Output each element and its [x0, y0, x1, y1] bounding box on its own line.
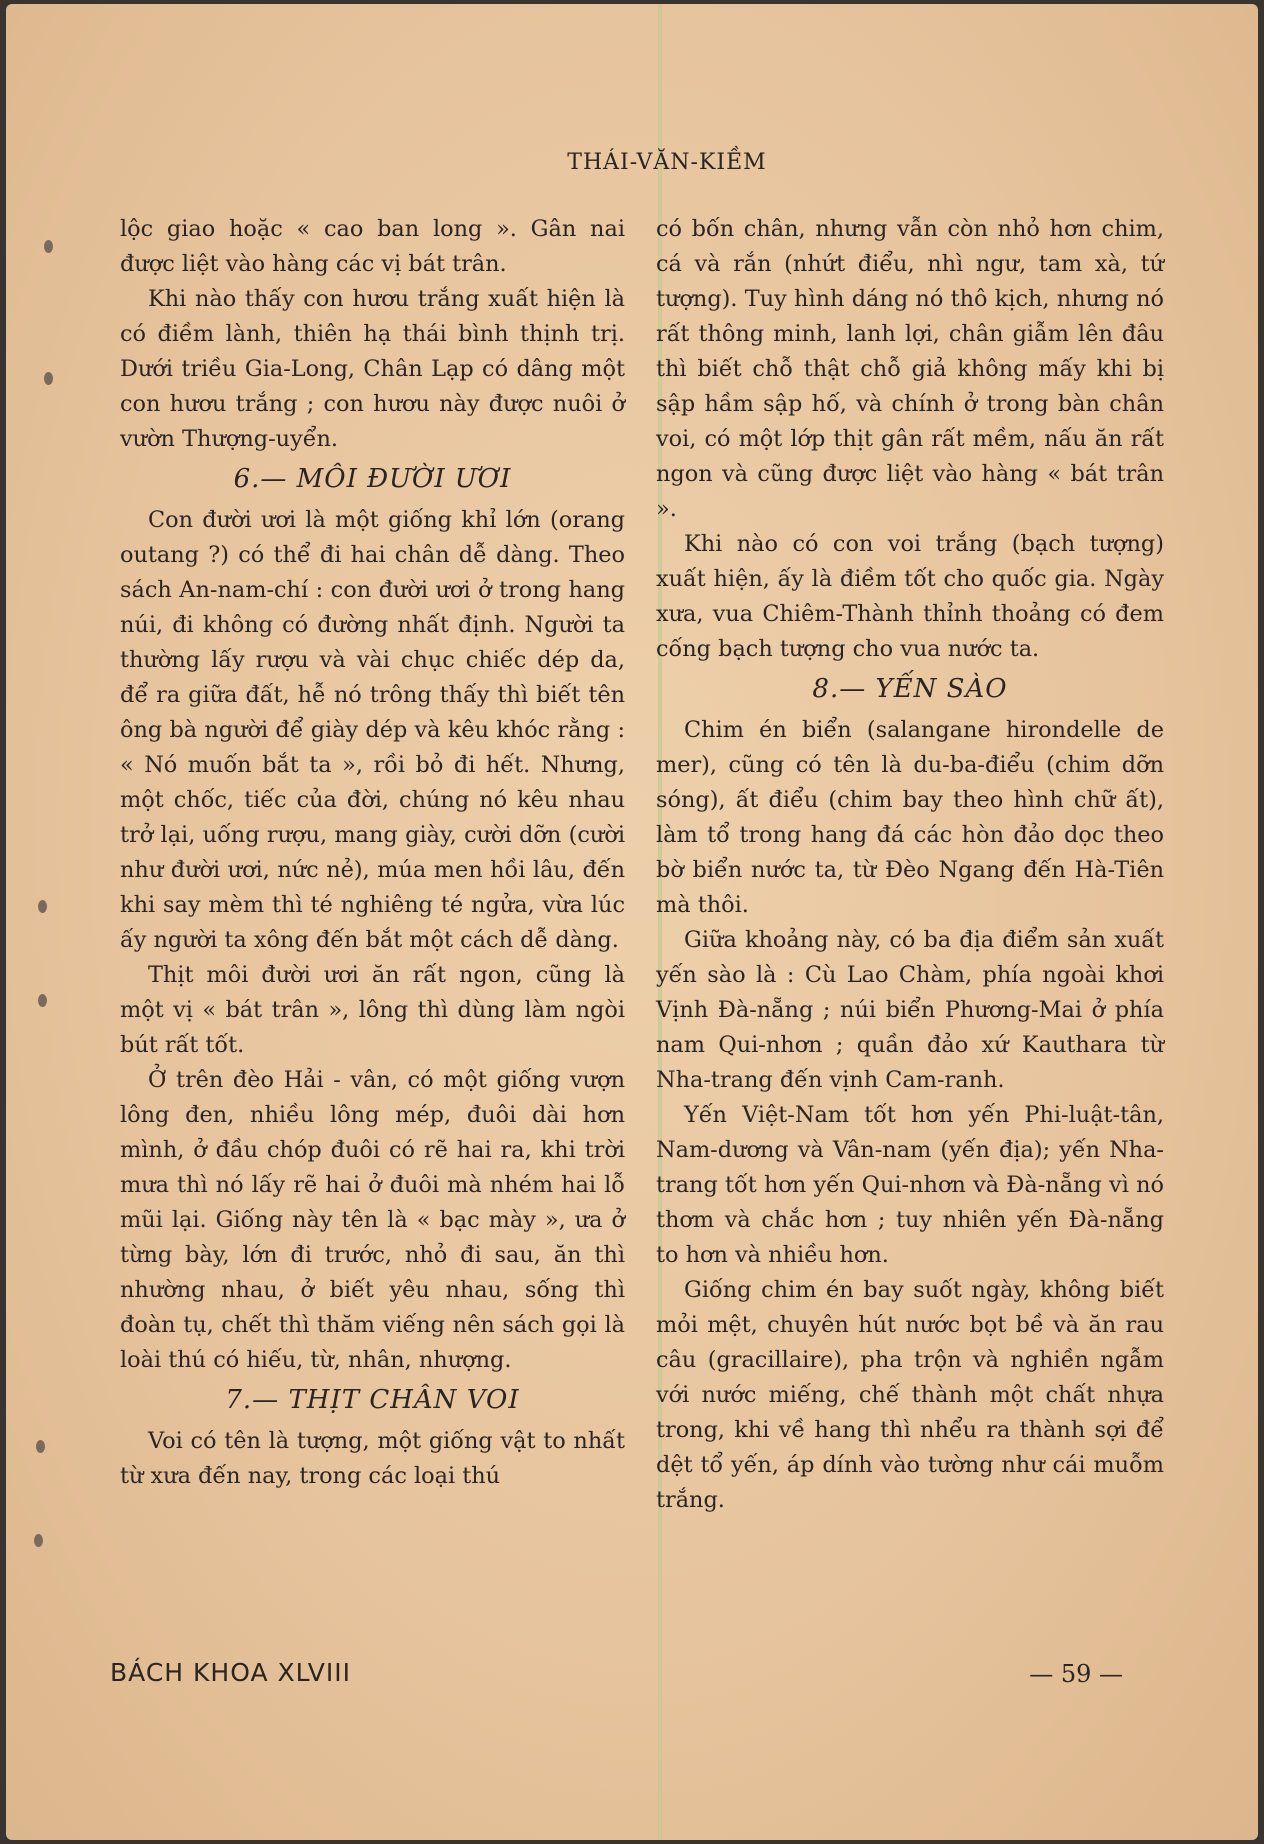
- page-number: — 59 —: [1029, 1660, 1123, 1688]
- binding-hole: [44, 372, 53, 385]
- binding-hole: [44, 240, 53, 253]
- binding-hole: [34, 1534, 43, 1547]
- paragraph: Giữa khoảng này, có ba địa điểm sản xuất yến sào là : Cù Lao Chàm, phía ngoài khơi Vịnh Đà-nẵng ; núi biển Phương-Mai ở phía nam Qui-nhơn ; quần đảo xứ Kauthara từ Nha-trang đến vịnh Cam-ranh.: [656, 927, 1164, 1093]
- paragraph: lộc giao hoặc « cao ban long ». Gân nai được liệt vào hàng các vị bát trân.: [120, 216, 625, 277]
- paragraph: Ở trên đèo Hải - vân, có một giống vượn lông đen, nhiều lông mép, đuôi dài hơn mình, ở đầu chóp đuôi có rẽ hai ra, khi trời mưa thì nó lấy rẽ hai ở đuôi mà nhém hai lỗ mũi lại. Giống này tên là « bạc mày », ưa ở từng bày, lớn đi trước, nhỏ đi sau, ăn thì nhường nhau, ở biết yêu nhau, sống thì đoàn tụ, chết thì thăm viếng nên sách gọi là loài thú có hiếu, từ, nhân, nhượng.: [120, 1067, 625, 1373]
- section-heading-6: 6.— MÔI ĐƯỜI ƯƠI: [233, 464, 512, 494]
- paragraph: Voi có tên là tượng, một giống vật to nhất từ xưa đến nay, trong các loại thú: [120, 1428, 625, 1489]
- paragraph: Con đười ươi là một giống khỉ lớn (orang outang ?) có thể đi hai chân dễ dàng. Theo sách An-nam-chí : con đười ươi ở trong hang núi, đi không có đường nhất định. Người ta thường lấy rượu và vài chục chiếc dép da, để ra giữa đất, hễ nó trông thấy thì biết tên ông bà người để giày dép và kêu khóc rằng : « Nó muốn bắt ta », rồi bỏ đi hết. Nhưng, một chốc, tiếc của đời, chúng nó kêu nhau trở lại, uống rượu, mang giày, cười dỡn (cười như đười ươi, nức nẻ), múa men hồi lâu, đến khi say mèm thì té nghiêng té ngửa, vừa lúc ấy người ta xông đến bắt một cách dễ dàng.: [120, 507, 625, 953]
- paragraph: Khi nào có con voi trắng (bạch tượng) xuất hiện, ấy là điềm tốt cho quốc gia. Ngày xưa, vua Chiêm-Thành thỉnh thoảng có đem cống bạch tượng cho vua nước ta.: [656, 531, 1164, 662]
- paragraph: Yến Việt-Nam tốt hơn yến Phi-luật-tân, Nam-dương và Vân-nam (yến địa); yến Nha-trang tốt hơn yến Qui-nhơn và Đà-nẵng vì nó thơm và chắc hơn ; tuy nhiên yến Đà-nẵng to hơn và nhiều hơn.: [656, 1102, 1164, 1268]
- paragraph: Thịt môi đười ươi ăn rất ngon, cũng là một vị « bát trân », lông thì dùng làm ngòi bút rất tốt.: [120, 962, 625, 1058]
- binding-hole: [36, 1440, 45, 1453]
- binding-hole: [38, 994, 47, 1007]
- section-heading-7: 7.— THỊT CHÂN VOI: [225, 1385, 520, 1415]
- journal-title: BÁCH KHOA XLVIII: [110, 1658, 352, 1687]
- running-head: THÁI-VĂN-KIỀM: [567, 150, 767, 175]
- section-heading-8: 8.— YẾN SÀO: [812, 674, 1008, 704]
- paragraph: Giống chim én bay suốt ngày, không biết mỏi mệt, chuyên hút nước bọt bề và ăn rau câu (gracillaire), pha trộn và nghiền ngẫm với nước miếng, chế thành một chất nhựa trong, khi về hang thì nhểu ra thành sợi để dệt tổ yến, áp dính vào tường như cái muỗm trắng.: [656, 1277, 1164, 1513]
- right-column: [656, 212, 1164, 1518]
- paragraph: Khi nào thấy con hươu trắng xuất hiện là có điềm lành, thiên hạ thái bình thịnh trị. Dưới triều Gia-Long, Chân Lạp có dâng một con hươu trắng ; con hươu này được nuôi ở vườn Thượng-uyển.: [120, 286, 625, 452]
- left-column: [120, 212, 625, 1494]
- paragraph: Chim én biển (salangane hirondelle de mer), cũng có tên là du-ba-điểu (chim dỡn sóng), ất điểu (chim bay theo hình chữ ất), làm tổ trong hang đá các hòn đảo dọc theo bờ biển nước ta, từ Đèo Ngang đến Hà-Tiên mà thôi.: [656, 717, 1164, 918]
- binding-hole: [38, 900, 47, 913]
- book-page: [6, 4, 1258, 1840]
- paragraph: có bốn chân, nhưng vẫn còn nhỏ hơn chim, cá và rắn (nhứt điểu, nhì ngư, tam xà, tứ tượng). Tuy hình dáng nó thô kịch, nhưng nó rất thông minh, lanh lợi, chân giẫm lên đâu thì biết chỗ thật chỗ giả không mấy khi bị sập hầm sập hố, và chính ở trong bàn chân voi, có một lớp thịt gân rất mềm, nấu ăn rất ngon và cũng được liệt vào hàng « bát trân ».: [656, 216, 1164, 522]
